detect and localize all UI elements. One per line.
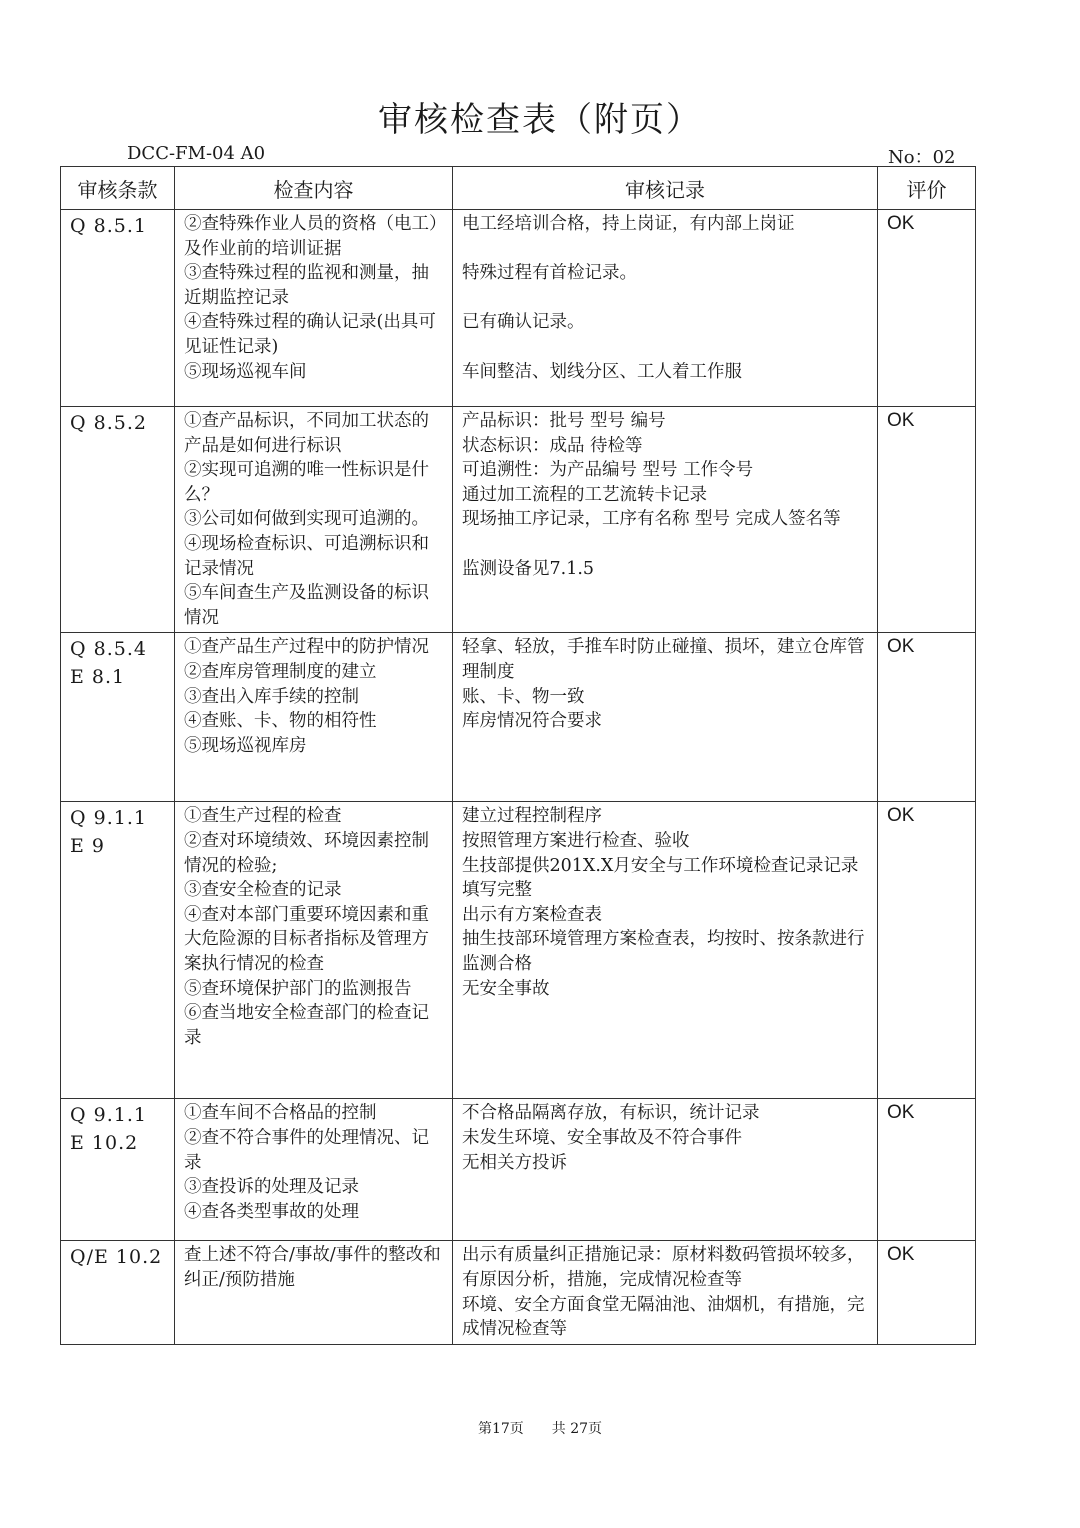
content-cell-line: ①查车间不合格品的控制 <box>184 1103 377 1124</box>
content-cell-line: ②实现可追溯的唯一性标识是什么？ <box>184 460 429 505</box>
blank-line <box>462 532 871 557</box>
header-record: 审核记录 <box>453 167 878 210</box>
clause-cell-line: Q 8.5.4 <box>70 638 147 661</box>
table-row <box>61 1099 976 1241</box>
record-cell-line: 电工经培训合格，持上岗证，有内部上岗证 <box>462 214 795 234</box>
record-cell-line: 特殊过程有首检记录。 <box>462 263 637 284</box>
page-footer: 第17页 共 27页 <box>477 1421 603 1437</box>
record-cell <box>453 210 878 407</box>
record-cell-line: 出示有方案检查表 <box>462 904 602 925</box>
record-cell-line: 监测设备见7.1.5 <box>462 558 595 579</box>
clause-cell-line: Q 8.5.1 <box>70 215 147 237</box>
evaluation-cell: OK <box>878 210 976 407</box>
content-cell-line: ⑤车间查生产及监测设备的标识情况 <box>184 583 429 628</box>
record-cell-line: 车间整洁、划线分区、工人着工作服 <box>462 361 742 382</box>
blank-line <box>462 335 871 360</box>
evaluation-cell: OK <box>878 633 976 802</box>
record-cell <box>453 633 878 802</box>
evaluation-cell: OK <box>878 407 976 633</box>
content-cell-line: ①查生产过程的检查 <box>184 806 342 827</box>
clause-cell-line: Q/E 10.2 <box>70 1246 163 1269</box>
record-cell-line: 产品标识：批号 型号 编号 <box>462 411 666 431</box>
evaluation-cell: OK <box>878 1099 976 1241</box>
content-cell-line: ④查各类型事故的处理 <box>184 1201 359 1222</box>
clause-cell <box>61 1099 175 1241</box>
content-cell <box>175 1099 453 1241</box>
content-cell-line: ③查安全检查的记录 <box>184 880 342 901</box>
content-cell-line: ④查特殊过程的确认记录(出具可见证性记录) <box>184 312 436 357</box>
content-cell-line: ⑤现场巡视库房 <box>184 735 307 756</box>
content-cell <box>175 407 453 633</box>
clause-cell-line: Q 8.5.2 <box>70 412 147 434</box>
evaluation-cell: OK <box>878 1241 976 1344</box>
table-row <box>61 407 976 633</box>
clause-cell <box>61 1241 175 1344</box>
record-cell <box>453 1241 878 1344</box>
content-cell-line: ④查账、卡、物的相符性 <box>184 711 377 732</box>
record-cell-line: 建立过程控制程序 <box>462 806 602 827</box>
record-cell-line: 按照管理方案进行检查、验收 <box>462 830 690 851</box>
record-cell-line: 状态标识：成品 待检等 <box>462 435 643 456</box>
record-cell-line: 账、卡、物一致 <box>462 686 585 707</box>
table-row <box>61 1241 976 1344</box>
clause-cell-line: Q 9.1.1 <box>70 807 147 830</box>
clause-cell <box>61 407 175 633</box>
clause-cell-line: E 10.2 <box>70 1132 139 1155</box>
header-content: 检查内容 <box>175 167 453 210</box>
clause-cell <box>61 802 175 1099</box>
content-cell <box>175 802 453 1099</box>
content-cell-line: ⑥查当地安全检查部门的检查记录 <box>184 1003 429 1048</box>
content-cell-line: ②查不符合事件的处理情况、记录 <box>184 1127 429 1173</box>
clause-cell-line: E 8.1 <box>70 666 126 689</box>
clause-cell <box>61 210 175 407</box>
page-title: 审核检查表（附页） <box>378 100 702 140</box>
content-cell <box>175 1241 453 1344</box>
blank-line <box>462 237 871 262</box>
header-clause: 审核条款 <box>61 167 175 210</box>
record-cell-line: 库房情况符合要求 <box>462 711 602 732</box>
content-cell-line: ⑤现场巡视车间 <box>184 361 307 382</box>
content-cell-line: ③公司如何做到实现可追溯的。 <box>184 509 429 530</box>
content-cell-line: ①查产品标识，不同加工状态的产品是如何进行标识 <box>184 411 429 456</box>
record-cell-line: 环境、安全方面食堂无隔油池、油烟机，有措施，完成情况检查等 <box>462 1294 865 1340</box>
table-header-row <box>61 167 976 210</box>
record-cell-line: 轻拿、轻放，手推车时防止碰撞、损坏，建立仓库管理制度 <box>462 637 865 682</box>
record-cell-line: 抽生技部环境管理方案检查表，均按时、按条款进行 <box>462 929 865 950</box>
content-cell-line: ⑤查环境保护部门的监测报告 <box>184 978 412 999</box>
content-cell-line: ④现场检查标识、可追溯标识和记录情况 <box>184 533 429 579</box>
record-cell-line: 已有确认记录。 <box>462 312 585 333</box>
document-number: No：02 <box>888 147 956 168</box>
header-evaluation: 评价 <box>878 167 976 210</box>
evaluation-cell: OK <box>878 802 976 1099</box>
record-cell-line: 生技部提供201X.X月安全与工作环境检查记录记录填写完整 <box>462 855 859 901</box>
record-cell-line: 可追溯性：为产品编号 型号 工作令号 <box>462 460 754 481</box>
table-row <box>61 210 976 407</box>
record-cell-line: 不合格品隔离存放，有标识，统计记录 <box>462 1103 760 1124</box>
record-cell-line: 无安全事故 <box>462 978 550 999</box>
record-cell-line: 未发生环境、安全事故及不符合事件 <box>462 1127 742 1148</box>
clause-cell-line: Q 9.1.1 <box>70 1104 147 1127</box>
record-cell <box>453 407 878 633</box>
clause-cell-line: E 9 <box>70 835 105 858</box>
record-cell-line: 出示有质量纠正措施记录：原材料数码管损坏较多，有原因分析，措施，完成情况检查等 <box>462 1245 865 1290</box>
content-cell-line: ②查特殊作业人员的资格（电工）及作业前的培训证据 <box>184 214 438 259</box>
content-cell-line: ①查产品生产过程中的防护情况 <box>184 637 429 658</box>
content-cell <box>175 633 453 802</box>
content-cell-line: ②查对环境绩效、环境因素控制情况的检验; <box>184 830 429 876</box>
record-cell <box>453 1099 878 1241</box>
audit-checklist-table <box>60 166 976 1345</box>
clause-cell <box>61 633 175 802</box>
table-row <box>61 633 976 802</box>
record-cell-line: 现场抽工序记录，工序有名称 型号 完成人签名等 <box>462 509 841 530</box>
table-row <box>61 802 976 1099</box>
blank-line <box>462 286 871 311</box>
record-cell-line: 通过加工流程的工艺流转卡记录 <box>462 484 707 505</box>
content-cell-line: ④查对本部门重要环境因素和重大危险源的目标者指标及管理方案执行情况的检查 <box>184 904 429 974</box>
content-cell <box>175 210 453 407</box>
content-cell-line: ③查出入库手续的控制 <box>184 686 359 707</box>
content-cell-line: ②查库房管理制度的建立 <box>184 661 377 682</box>
content-cell-line: ③查投诉的处理及记录 <box>184 1177 359 1198</box>
record-cell-line: 监测合格 <box>462 953 532 974</box>
document-code: DCC-FM-04 A0 <box>127 143 266 164</box>
content-cell-line: 查上述不符合/事故/事件的整改和纠正/预防措施 <box>184 1245 441 1290</box>
record-cell <box>453 802 878 1099</box>
record-cell-line: 无相关方投诉 <box>462 1152 567 1173</box>
content-cell-line: ③查特殊过程的监视和测量，抽近期监控记录 <box>184 263 429 308</box>
